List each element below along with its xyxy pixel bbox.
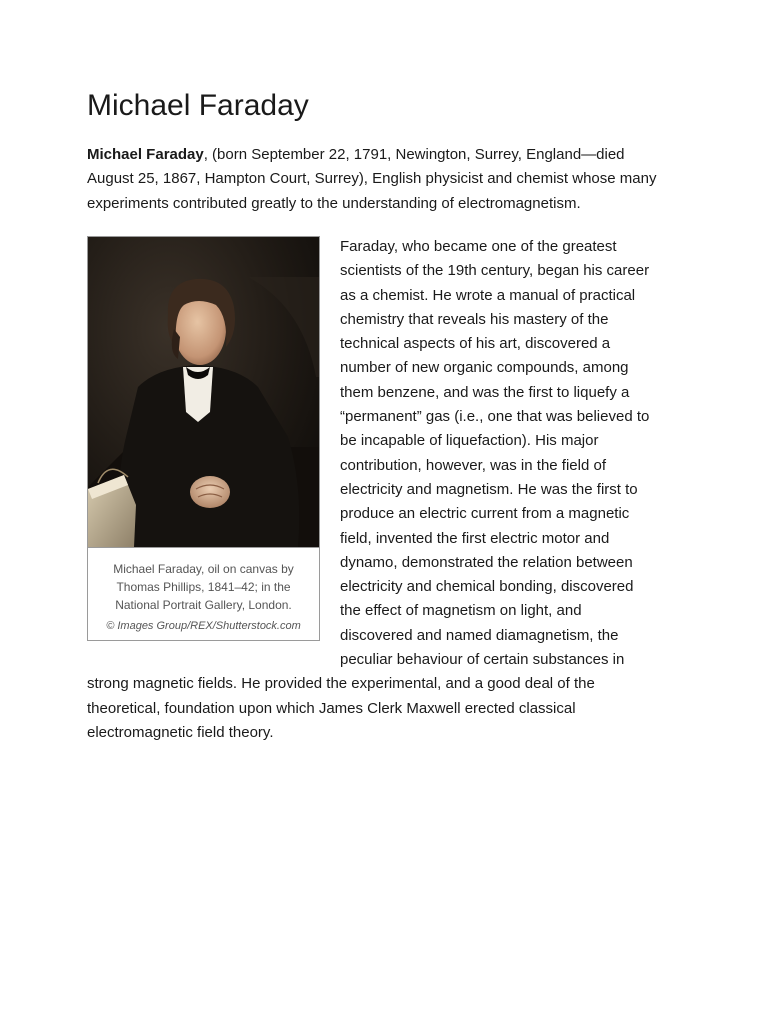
body-line: peculiar behaviour of certain substances in [340,651,625,669]
body-line: number of new organic compounds, among [340,359,629,377]
body-line: theoretical, foundation upon which James Clerk Maxwell erected classical [87,699,576,717]
intro-line [87,143,683,167]
subject-name: Michael Faraday [87,146,204,163]
intro-paragraph [87,143,683,216]
body-line: them benzene, and was the first to liquefy a [340,383,630,401]
portrait-image [88,237,319,548]
body-line: discovered and named diamagnetism, the [340,626,619,644]
body-line: strong magnetic fields. He provided the experimental, and a good deal of the [87,675,595,693]
intro-line-text: , (born September 22, 1791, Newington, Surrey, England—died [203,146,625,163]
body-line: Faraday, who became one of the greatest [340,238,617,255]
body-line: chemistry that reveals his mastery of the [340,310,609,328]
portrait-figure [87,236,320,641]
body-line: electromagnetic field theory. [87,723,274,741]
body-line: “permanent” gas (i.e., one that was believed to [340,408,650,426]
figure-caption: Michael Faraday, oil on canvas by Thomas Phillips, 1841–42; in the National Portrait Gallery, London. [113,562,294,612]
body-line: contribution, however, was in the field of [340,456,606,474]
intro-line: experiments contributed greatly to the understanding of electromagnetism. [87,194,581,212]
body-line: be incapable of liquefaction). His major [340,432,599,450]
body-line: field, invented the first electric motor and [340,529,610,547]
figure-credit: © Images Group/REX/Shutterstock.com [106,620,301,632]
body-line: as a chemist. He wrote a manual of practical [340,286,636,304]
body-line: scientists of the 19th century, began his career [340,262,650,280]
intro-line: August 25, 1867, Hampton Court, Surrey), English physicist and chemist whose many [87,170,657,188]
body-line: produce an electric current from a magnetic [340,505,630,523]
body-line: electricity and magnetism. He was the first to [340,480,638,498]
article-title: Michael Faraday [87,89,309,122]
body-line: dynamo, demonstrated the relation between [340,553,633,571]
body-paragraph [87,235,683,745]
body-line: the effect of magnetism on light, and [340,602,582,620]
body-line: technical aspects of his art, discovered a [340,335,611,353]
body-line: electricity and chemical bonding, discovered [340,578,634,596]
